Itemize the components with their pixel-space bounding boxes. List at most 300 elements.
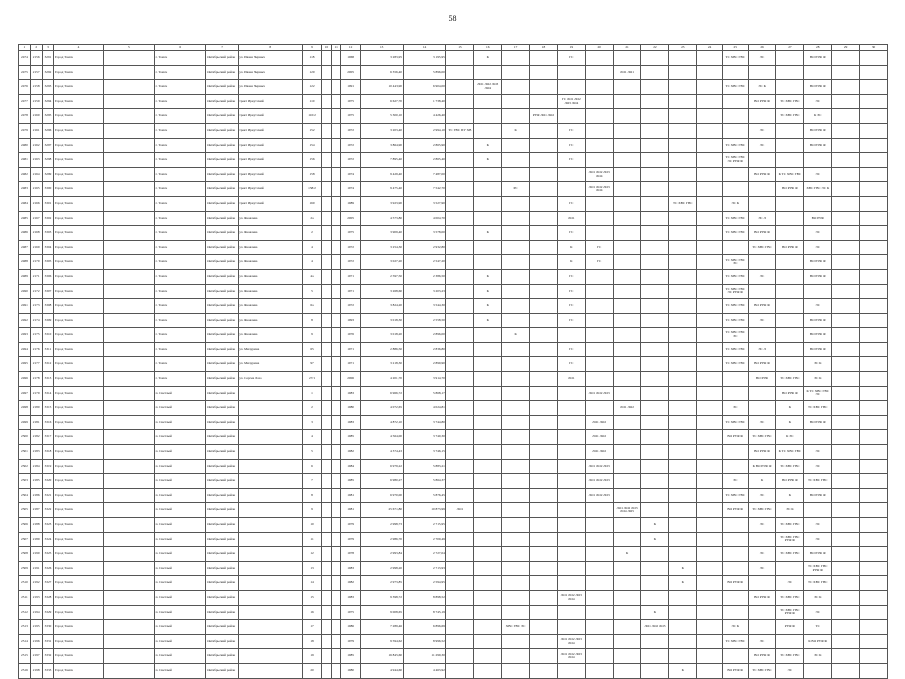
- table-cell: Октябрьский район: [206, 313, 238, 328]
- table-cell: [669, 299, 697, 314]
- table-cell: п. Светлый: [155, 605, 206, 620]
- table-cell: Октябрьский район: [206, 459, 238, 474]
- table-cell: [641, 51, 669, 66]
- table-cell: ХВС ГВС ЭС: [502, 620, 530, 635]
- table-cell: [613, 430, 641, 445]
- table-cell: г. Томск: [155, 269, 206, 284]
- table-cell: [697, 240, 723, 255]
- table-cell: 3328: [42, 590, 54, 605]
- table-cell: [832, 576, 860, 591]
- table-row: [19, 459, 888, 474]
- table-cell: ЛО1: [557, 372, 585, 387]
- table-cell: [557, 182, 585, 197]
- table-cell: [613, 372, 641, 387]
- table-cell: ул. Яковлева: [238, 313, 302, 328]
- table-cell: [722, 372, 748, 387]
- table-row: [19, 649, 888, 664]
- table-cell: [238, 620, 302, 635]
- table-cell: 2 865,40: [403, 153, 446, 168]
- table-cell: [776, 299, 804, 314]
- table-cell: [641, 590, 669, 605]
- table-cell: [530, 386, 558, 401]
- table-row: [19, 51, 888, 66]
- table-cell: [641, 182, 669, 197]
- table-cell: 1985: [341, 430, 360, 445]
- table-cell: Город Томск: [54, 240, 103, 255]
- table-cell: Город Томск: [54, 488, 103, 503]
- column-header: 27: [776, 45, 804, 51]
- table-cell: 5 883,21: [403, 459, 446, 474]
- table-cell: [331, 153, 341, 168]
- table-cell: [860, 561, 888, 576]
- table-cell: [776, 255, 804, 270]
- table-cell: [557, 518, 585, 533]
- table-cell: [502, 430, 530, 445]
- table-cell: [832, 51, 860, 66]
- table-cell: [331, 576, 341, 591]
- table-cell: 2 597,50: [360, 269, 403, 284]
- table-cell: [331, 620, 341, 635]
- table-cell: [613, 123, 641, 138]
- table-cell: [641, 503, 669, 518]
- table-cell: 3 527,90: [403, 196, 446, 211]
- table-cell: ЭС К: [722, 196, 748, 211]
- table-cell: К ВО РУФ Ф: [748, 459, 776, 474]
- table-cell: [238, 415, 302, 430]
- table-cell: [530, 663, 558, 678]
- table-cell: п. Светлый: [155, 561, 206, 576]
- table-cell: тракт Иркутский: [238, 109, 302, 124]
- table-cell: п. Светлый: [155, 663, 206, 678]
- table-cell: [832, 445, 860, 460]
- table-cell: ТС ХВС ГВС РУФ Ф: [804, 561, 832, 576]
- table-cell: ул. Сергея Лазо: [238, 372, 302, 387]
- table-cell: ГС: [557, 342, 585, 357]
- table-cell: [474, 459, 502, 474]
- table-cell: [832, 459, 860, 474]
- table-cell: [613, 80, 641, 95]
- table-cell: г. Томск: [155, 167, 206, 182]
- table-cell: [322, 474, 332, 489]
- table-cell: 1982: [341, 445, 360, 460]
- table-cell: ГС: [557, 313, 585, 328]
- table-cell: [832, 299, 860, 314]
- table-cell: ул. Мичурина: [238, 342, 302, 357]
- table-cell: [474, 488, 502, 503]
- table-cell: [748, 255, 776, 270]
- table-cell: Октябрьский район: [206, 182, 238, 197]
- table-cell: ТС ХВС ГВС: [722, 51, 748, 66]
- table-cell: К: [641, 532, 669, 547]
- table-cell: [103, 342, 154, 357]
- table-cell: [776, 196, 804, 211]
- table-cell: [860, 576, 888, 591]
- table-cell: К ЭС: [804, 109, 832, 124]
- table-cell: [832, 123, 860, 138]
- table-cell: Октябрьский район: [206, 196, 238, 211]
- table-cell: [697, 430, 723, 445]
- table-cell: тракт Иркутский: [238, 153, 302, 168]
- table-cell: [697, 401, 723, 416]
- table-cell: 3306: [42, 269, 54, 284]
- table-cell: [557, 576, 585, 591]
- table-cell: [530, 65, 558, 80]
- table-cell: [860, 65, 888, 80]
- column-header: 10: [322, 45, 332, 51]
- table-cell: [103, 167, 154, 182]
- table-cell: [557, 532, 585, 547]
- table-cell: 6 627,70: [360, 94, 403, 109]
- table-cell: [103, 503, 154, 518]
- table-cell: [446, 547, 474, 562]
- table-cell: Город Томск: [54, 503, 103, 518]
- table-cell: [697, 518, 723, 533]
- table-cell: 2476: [19, 80, 31, 95]
- table-cell: 3301: [42, 196, 54, 211]
- table-cell: [238, 459, 302, 474]
- table-cell: 4 201,70: [360, 372, 403, 387]
- table-cell: 6: [302, 459, 321, 474]
- table-cell: [860, 605, 888, 620]
- table-cell: [322, 138, 332, 153]
- table-cell: 8: [302, 313, 321, 328]
- table-cell: [641, 372, 669, 387]
- table-cell: [530, 51, 558, 66]
- table-cell: 2190: [30, 547, 42, 562]
- table-cell: [502, 590, 530, 605]
- table-cell: [322, 576, 332, 591]
- table-cell: [322, 605, 332, 620]
- table-cell: Город Томск: [54, 459, 103, 474]
- table-cell: Октябрьский район: [206, 649, 238, 664]
- table-cell: 2 994,10: [403, 123, 446, 138]
- table-row: [19, 240, 888, 255]
- table-cell: [832, 561, 860, 576]
- table-cell: [502, 342, 530, 357]
- table-cell: [322, 663, 332, 678]
- table-cell: 6 980,27: [360, 474, 403, 489]
- table-cell: [860, 342, 888, 357]
- table-cell: [832, 196, 860, 211]
- table-cell: [641, 269, 669, 284]
- table-cell: [322, 386, 332, 401]
- table-cell: [585, 503, 613, 518]
- table-cell: [613, 342, 641, 357]
- table-cell: 2504: [19, 488, 31, 503]
- table-cell: [641, 342, 669, 357]
- table-cell: 2178: [30, 372, 42, 387]
- table-cell: [331, 167, 341, 182]
- table-cell: [776, 211, 804, 226]
- table-cell: 4 872,10: [360, 415, 403, 430]
- table-cell: ВО РУФ Ф: [748, 445, 776, 460]
- table-cell: ЭС: [722, 401, 748, 416]
- table-cell: 1975: [341, 109, 360, 124]
- table-cell: ВО РУФ Ф: [748, 167, 776, 182]
- table-cell: [474, 386, 502, 401]
- table-cell: [748, 605, 776, 620]
- table-cell: [474, 94, 502, 109]
- table-cell: [832, 357, 860, 372]
- table-cell: [832, 138, 860, 153]
- table-cell: 2: [302, 226, 321, 241]
- table-cell: [502, 445, 530, 460]
- table-cell: 1983: [341, 415, 360, 430]
- table-cell: [613, 226, 641, 241]
- table-cell: 2477: [19, 94, 31, 109]
- table-cell: [832, 547, 860, 562]
- table-cell: 2183: [30, 445, 42, 460]
- table-cell: ул. Мичурина: [238, 357, 302, 372]
- table-cell: 1984: [341, 459, 360, 474]
- table-cell: [832, 415, 860, 430]
- table-cell: 1972: [341, 255, 360, 270]
- table-cell: 3326: [42, 561, 54, 576]
- table-cell: [238, 401, 302, 416]
- table-cell: [832, 503, 860, 518]
- table-cell: 2 932,80: [403, 240, 446, 255]
- table-cell: [446, 226, 474, 241]
- table-cell: г. Томск: [155, 109, 206, 124]
- table-cell: [103, 65, 154, 80]
- table-cell: К: [502, 123, 530, 138]
- table-cell: [585, 342, 613, 357]
- table-cell: [722, 590, 748, 605]
- table-cell: [502, 313, 530, 328]
- table-cell: [103, 123, 154, 138]
- table-cell: [585, 634, 613, 649]
- table-cell: 154: [302, 138, 321, 153]
- table-cell: [860, 211, 888, 226]
- table-cell: 2511: [19, 590, 31, 605]
- table-cell: [722, 167, 748, 182]
- table-cell: [748, 109, 776, 124]
- table-cell: [474, 663, 502, 678]
- table-cell: [585, 620, 613, 635]
- table-cell: [557, 561, 585, 576]
- table-cell: [322, 109, 332, 124]
- column-header: 28: [804, 45, 832, 51]
- table-cell: [530, 342, 558, 357]
- table-cell: ВО РУФ Ф: [722, 430, 748, 445]
- table-cell: ЛО1 ЛО2 ЛО3 ЛО4: [557, 590, 585, 605]
- table-cell: [530, 561, 558, 576]
- table-cell: 3 864,90: [360, 138, 403, 153]
- table-cell: 9 429,40: [360, 167, 403, 182]
- table-cell: 5 896,00: [403, 65, 446, 80]
- table-cell: ЭС: [748, 138, 776, 153]
- table-cell: [697, 299, 723, 314]
- table-cell: ТС ХВС ГВС: [722, 357, 748, 372]
- table-cell: 2494: [19, 342, 31, 357]
- table-cell: [331, 561, 341, 576]
- table-cell: К ТС ХВС ГВС: [776, 445, 804, 460]
- table-cell: п. Светлый: [155, 547, 206, 562]
- table-cell: [557, 80, 585, 95]
- table-cell: [722, 386, 748, 401]
- table-cell: 2173: [30, 299, 42, 314]
- table-cell: г. Томск: [155, 342, 206, 357]
- table-cell: 2514: [19, 634, 31, 649]
- table-cell: [697, 663, 723, 678]
- table-cell: [322, 240, 332, 255]
- table-cell: [502, 51, 530, 66]
- table-cell: г. Томск: [155, 313, 206, 328]
- column-header: 22: [641, 45, 669, 51]
- table-cell: 4 944,60: [360, 663, 403, 678]
- table-cell: ГС: [557, 357, 585, 372]
- table-cell: [474, 474, 502, 489]
- table-cell: [613, 415, 641, 430]
- table-cell: [641, 488, 669, 503]
- table-cell: 3314: [42, 386, 54, 401]
- table-cell: [446, 518, 474, 533]
- table-cell: [669, 226, 697, 241]
- table-cell: [860, 182, 888, 197]
- table-cell: 10 443,90: [360, 80, 403, 95]
- table-cell: 3 914,70: [403, 372, 446, 387]
- table-cell: [331, 182, 341, 197]
- table-cell: 8 745,19: [403, 605, 446, 620]
- table-cell: [238, 576, 302, 591]
- table-cell: г. Томск: [155, 182, 206, 197]
- table-cell: [446, 80, 474, 95]
- table-row: [19, 357, 888, 372]
- table-cell: 3291: [42, 51, 54, 66]
- table-cell: [697, 138, 723, 153]
- table-cell: [860, 138, 888, 153]
- table-cell: ТС ХВС ГВС: [804, 401, 832, 416]
- table-cell: [748, 620, 776, 635]
- column-header: 20: [585, 45, 613, 51]
- column-header: 2: [30, 45, 42, 51]
- table-cell: 3300: [42, 182, 54, 197]
- table-row: [19, 255, 888, 270]
- table-cell: [446, 94, 474, 109]
- table-cell: 11 299,30: [403, 649, 446, 664]
- table-cell: [669, 328, 697, 343]
- table-cell: 2501: [19, 445, 31, 460]
- table-cell: [669, 94, 697, 109]
- table-cell: [331, 51, 341, 66]
- table-cell: 2177: [30, 357, 42, 372]
- table-cell: [530, 503, 558, 518]
- table-cell: 1972: [341, 240, 360, 255]
- column-header: 15: [446, 45, 474, 51]
- table-cell: 1991: [341, 80, 360, 95]
- table-cell: [530, 605, 558, 620]
- table-cell: [641, 65, 669, 80]
- table-cell: [697, 153, 723, 168]
- table-cell: п. Светлый: [155, 590, 206, 605]
- table-cell: [446, 284, 474, 299]
- table-cell: 2 998,20: [360, 561, 403, 576]
- table-cell: [613, 605, 641, 620]
- table-cell: [103, 620, 154, 635]
- table-cell: [613, 328, 641, 343]
- table-cell: ТС ХВС ГВС РУФ Ф: [776, 605, 804, 620]
- table-cell: ЛО1 ЛО1: [613, 65, 641, 80]
- table-cell: К: [776, 488, 804, 503]
- table-cell: [641, 561, 669, 576]
- table-cell: ЛО1 ЛО2: [585, 415, 613, 430]
- table-cell: [331, 109, 341, 124]
- table-cell: Город Томск: [54, 605, 103, 620]
- table-cell: [722, 518, 748, 533]
- table-cell: 1975: [341, 605, 360, 620]
- table-cell: п. Светлый: [155, 518, 206, 533]
- table-cell: 120: [302, 65, 321, 80]
- table-cell: [530, 182, 558, 197]
- table-cell: [322, 182, 332, 197]
- table-cell: [446, 415, 474, 430]
- table-cell: [585, 299, 613, 314]
- table-cell: Город Томск: [54, 620, 103, 635]
- table-cell: 3 018,30: [360, 313, 403, 328]
- table-cell: [669, 386, 697, 401]
- table-cell: [238, 518, 302, 533]
- table-cell: Октябрьский район: [206, 474, 238, 489]
- table-cell: [585, 605, 613, 620]
- table-cell: [530, 620, 558, 635]
- table-cell: [697, 226, 723, 241]
- table-row: [19, 167, 888, 182]
- table-cell: Город Томск: [54, 634, 103, 649]
- table-cell: [641, 576, 669, 591]
- table-cell: 3 027,20: [360, 255, 403, 270]
- table-cell: 2512: [19, 605, 31, 620]
- table-cell: [557, 620, 585, 635]
- table-cell: [641, 401, 669, 416]
- table-cell: г. Томск: [155, 94, 206, 109]
- table-cell: Октябрьский район: [206, 605, 238, 620]
- table-cell: [669, 547, 697, 562]
- table-cell: [446, 590, 474, 605]
- table-cell: 15: [302, 590, 321, 605]
- table-cell: 2157: [30, 65, 42, 80]
- table-cell: [860, 459, 888, 474]
- table-cell: [103, 401, 154, 416]
- table-cell: [722, 65, 748, 80]
- table-cell: ЛО1 ЛО2: [585, 445, 613, 460]
- table-cell: ЭС: [722, 474, 748, 489]
- table-cell: 2189: [30, 532, 42, 547]
- table-cell: ЭС: [804, 445, 832, 460]
- table-cell: ТС ХВС ГВС: [776, 547, 804, 562]
- table-cell: [530, 401, 558, 416]
- table-cell: [832, 182, 860, 197]
- table-cell: ЭС: [748, 561, 776, 576]
- table-cell: [613, 255, 641, 270]
- table-cell: 25 671,80: [360, 503, 403, 518]
- table-cell: 3307: [42, 284, 54, 299]
- table-cell: 2498: [19, 401, 31, 416]
- table-cell: [697, 182, 723, 197]
- table-cell: [557, 401, 585, 416]
- table-cell: 9 475,40: [360, 182, 403, 197]
- table-cell: [446, 386, 474, 401]
- table-cell: [446, 401, 474, 416]
- table-cell: [748, 153, 776, 168]
- table-cell: 2 973,85: [360, 576, 403, 591]
- table-cell: 1: [302, 386, 321, 401]
- table-cell: [322, 255, 332, 270]
- table-cell: 3 740,30: [403, 430, 446, 445]
- table-cell: [641, 445, 669, 460]
- table-cell: [331, 532, 341, 547]
- table-cell: 3296: [42, 123, 54, 138]
- table-cell: 13: [302, 561, 321, 576]
